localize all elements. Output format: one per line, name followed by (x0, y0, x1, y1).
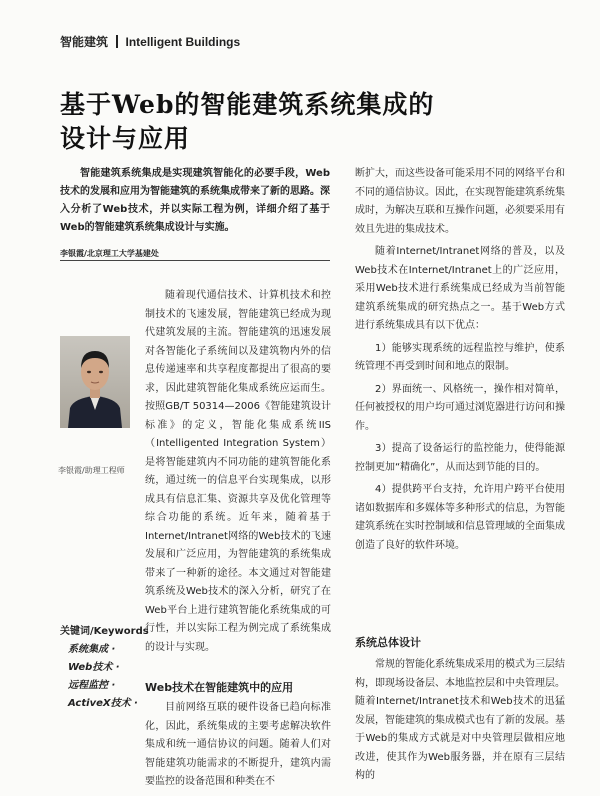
keyword-item: 远程监控 · (68, 680, 116, 691)
intro-paragraph: 随着现代通信技术、计算机技术和控制技术的飞速发展，智能建筑已经成为现代建筑发展的主流。智能建筑的迅速发展对各智能化子系统间以及建筑物内外的信息传递速率和共享程度都提出了很高的要求，因此建筑智能化集成系统应运而生。按照GB/T 50314—2006《智能建筑设计标准》的定义，智能化集成系统IIS（Intelligented Integration System）是将智能建筑内不同功能的建筑智能化系统，通过统一的信息平台实现集成，以形成具有信息汇集、资源共享及优化管理等综合功能的系统。近年来，随着基于Internet/Intranet网络的Web技术的飞速发展和广泛应用，为智能建筑的系统集成带来了一种新的途径。本文通过对智能建筑系统及Web技术的深入分析，研究了在Web平台上进行建筑智能化系统集成的可行性，并以实际工程为例完成了系统集成的设计与实现。 (145, 290, 331, 653)
section-web-body (145, 699, 331, 792)
body-column-1 (145, 287, 331, 657)
abstract-text: 智能建筑系统集成是实现建筑智能化的必要手段，Web技术的发展和应用为智能建筑的系统集成带来了新的思路。深入分析了Web技术，并以实际工程为例，详细介绍了基于Web的智能建筑系统集成设计与实施。 (60, 168, 330, 233)
keywords-block (60, 623, 149, 713)
running-header (60, 33, 240, 50)
advantage-item-1: 1）能够实现系统的远程监控与维护，使系统管理不再受到时间和地点的限制。 (355, 342, 565, 372)
title-line-1: 基于Web的智能建筑系统集成的 (60, 90, 435, 119)
author-photo (60, 336, 130, 428)
article-title (60, 88, 434, 156)
header-section-cn: 智能建筑 (60, 35, 109, 49)
title-line-2: 设计与应用 (60, 124, 191, 153)
keyword-item: ActiveX技术 · (68, 698, 138, 709)
keywords-title: 关键词/Keywords (60, 626, 149, 637)
portrait-image (60, 336, 130, 428)
advantage-item-2: 2）界面统一、风格统一，操作相对简单，任何被授权的用户均可通过浏览器进行访问和操作。 (355, 383, 565, 432)
author-affiliation: 李银霞/北京理工大学基建处 (60, 249, 159, 258)
header-divider (116, 35, 118, 48)
abstract (60, 165, 330, 237)
advantage-item-4: 4）提供跨平台支持，允许用户跨平台使用诸如数据库和多媒体等多种形式的信息，为智能建筑系统在实时控制域和信息管理域的全面集成创造了良好的软件环境。 (355, 484, 565, 551)
body-column-2 (355, 165, 565, 559)
section-design-body (355, 656, 565, 786)
keyword-item: Web技术 · (68, 662, 120, 673)
paragraph-advantages: 随着Internet/Intranet网络的普及，以及Web技术在Internet/Intranet上的广泛应用，采用Web技术进行系统集成已经成为当前智能建筑系统集成的研究热点之一。基于Web方式进行系统集成具有以下优点： (355, 246, 565, 331)
section-design-paragraph: 常规的智能化系统集成采用的模式为三层结构，即现场设备层、本地监控层和中央管理层。随着Internet/Intranet技术和Web技术的迅猛发展，智能建筑的集成模式也有了新的发展。基于Web的集成方式就是对中央管理层做相应地改进，使其作为Web服务器，并在原有三层结构的 (355, 659, 565, 781)
photo-caption: 李银霞/助理工程师 (58, 466, 125, 475)
section-heading-design: 系统总体设计 (355, 636, 421, 649)
continued-paragraph: 断扩大，而这些设备可能采用不同的网络平台和不同的通信协议。因此，在实现智能建筑系统集成时，为解决互联和互操作问题，必须要采用有效且先进的集成技术。 (355, 168, 565, 235)
keyword-item: 系统集成 · (68, 644, 116, 655)
advantage-item-3: 3）提高了设备运行的监控能力，使得能源控制更加“精确化”，从而达到节能的目的。 (355, 443, 565, 473)
section-web-paragraph: 目前网络互联的硬件设备已趋向标准化，因此，系统集成的主要考虑解决软件集成和统一通信协议的问题。随着人们对智能建筑功能需求的不断提升，建筑内需要监控的设备范围和种类在不 (145, 702, 331, 787)
header-section-en: Intelligent Buildings (125, 35, 241, 49)
section-heading-web: Web技术在智能建筑中的应用 (145, 681, 294, 694)
author-rule (60, 260, 330, 261)
